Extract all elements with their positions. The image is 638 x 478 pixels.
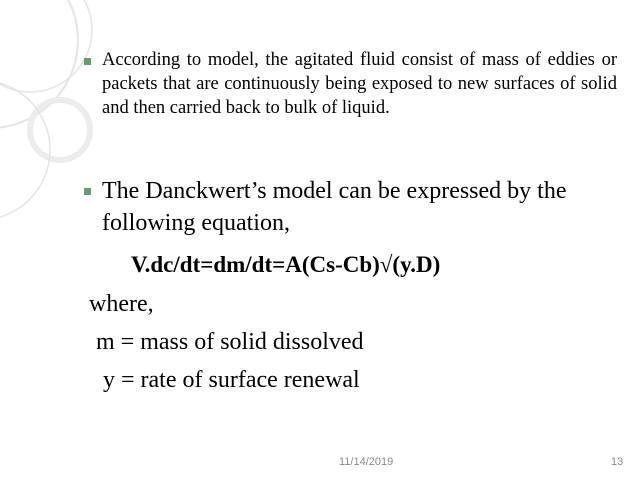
- bullet-item-danckwert-model: [84, 175, 624, 239]
- footer-date: 11/14/2019: [339, 456, 394, 468]
- equation: V.dc/dt=dm/dt=A(Cs-Cb)√(y.D): [131, 252, 441, 277]
- bullet-item-model-description: [84, 48, 619, 120]
- bullet-square-icon: [84, 188, 91, 195]
- definition-y: y = rate of surface renewal: [103, 367, 360, 393]
- bullet-text: According to model, the agitated fluid consist of mass of eddies or packets that are continuously being exposed to new surfaces of solid and then carried back to bulk of liquid.: [102, 50, 617, 118]
- bullet-text: The Danckwert’s model can be expressed by the following equation,: [102, 178, 567, 236]
- definition-m: m = mass of solid dissolved: [96, 329, 364, 355]
- bullet-square-icon: [84, 58, 91, 65]
- where-label: where,: [89, 291, 154, 317]
- footer-page-number: 13: [611, 456, 624, 468]
